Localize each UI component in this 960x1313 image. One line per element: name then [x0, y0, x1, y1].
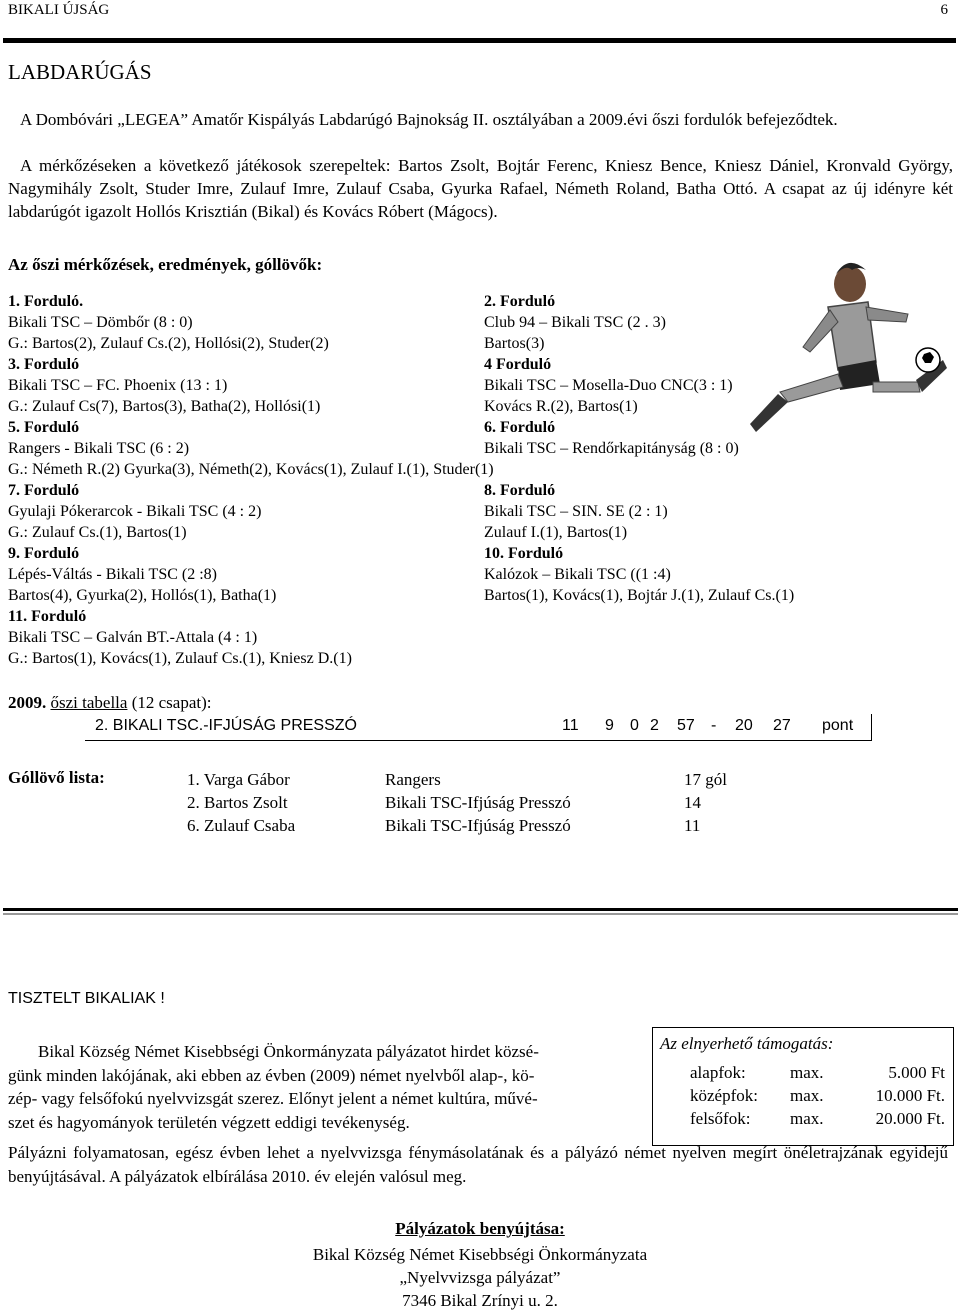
scorer-team: Bikali TSC-Ifjúság Presszó [385, 793, 571, 812]
footballer-illustration [748, 252, 948, 442]
round-match: Club 94 – Bikali TSC (2 . 3) [484, 314, 666, 331]
standings-goals-for: 57 [677, 717, 695, 734]
support-level: felsőfok: [690, 1109, 751, 1128]
table-heading-year: 2009. [8, 693, 47, 712]
round-match: Gyulaji Pókerarcok - Bikali TSC (4 : 2) [8, 503, 262, 520]
round-scorers: G.: Bartos(1), Kovács(1), Zulauf Cs.(1), Kniesz D.(1) [8, 650, 352, 667]
round-title: 10. Forduló [484, 545, 564, 562]
scorers-teams [385, 768, 571, 837]
support-max-label: max. [790, 1109, 824, 1128]
page-number: 6 [940, 2, 948, 18]
scorer-goals: 14 [684, 793, 701, 812]
support-amount: 5.000 Ft [888, 1063, 945, 1082]
notice-title: TISZTELT BIKALIAK ! [8, 990, 165, 1007]
support-level: alapfok: [690, 1063, 746, 1082]
round-title: 8. Forduló [484, 482, 556, 499]
round-scorers: G.: Zulauf Cs(7), Bartos(3), Batha(2), Hollósi(1) [8, 398, 321, 415]
round-scorers: Zulauf I.(1), Bartos(1) [484, 524, 628, 541]
round-match: Bikali TSC – FC. Phoenix (13 : 1) [8, 377, 228, 394]
round-scorers: G.: Németh R.(2) Gyurka(3), Németh(2), Kovács(1), Zulauf I.(1), Studer(1) [8, 461, 494, 478]
support-box [652, 1027, 954, 1146]
round-match: Lépés-Váltás - Bikali TSC (2 :8) [8, 566, 217, 583]
standings-drawn: 0 [630, 717, 639, 734]
round-title: 2. Forduló [484, 293, 556, 310]
publication-name: BIKALI ÚJSÁG [8, 2, 110, 18]
round-match: Rangers - Bikali TSC (6 : 2) [8, 440, 190, 457]
standings-won: 9 [605, 717, 614, 734]
support-amounts [876, 1061, 945, 1130]
support-max-label: max. [790, 1063, 824, 1082]
scorer-name: 6. Zulauf Csaba [187, 816, 296, 835]
scorers-label: Góllövő lista: [8, 768, 105, 787]
notice-line: zép- vagy felsőfokú nyelvvizsgát szerez. Előnyt jelent a német kultúra, művé- [8, 1089, 538, 1108]
standings-played: 11 [562, 717, 579, 734]
round-title: 5. Forduló [8, 419, 80, 436]
round-title: 6. Forduló [484, 419, 556, 436]
support-box-title: Az elnyerhető támogatás: [660, 1034, 834, 1053]
round-scorers: Bartos(4), Gyurka(2), Hollós(1), Batha(1) [8, 587, 277, 604]
support-max [790, 1061, 824, 1130]
support-amount: 20.000 Ft. [875, 1109, 945, 1128]
support-levels [690, 1061, 758, 1130]
table-heading-text: őszi tabella [50, 693, 128, 712]
round-title: 11. Forduló [8, 608, 87, 625]
notice-paragraph1 [8, 1040, 539, 1134]
standings-points: 27 [773, 717, 791, 734]
standings-dash: - [711, 717, 717, 734]
round-title: 3. Forduló [8, 356, 80, 373]
address-line: „Nyelvvizsga pályázat” [399, 1268, 561, 1287]
section-separator [3, 908, 958, 911]
standings-team: 2. BIKALI TSC.-IFJÚSÁG PRESSZÓ [95, 717, 357, 734]
notice-paragraph2: Pályázni folyamatosan, egész évben lehet a nyelvvizsga fénymásolatának és a pályázó német nyelven megírt önéletrajzának egyidejű benyújtásával. A pályázatok elbírálása 2010. év elején valósul meg. [8, 1143, 948, 1186]
scorer-team: Rangers [385, 770, 441, 789]
round-match: Bikali TSC – Rendőrkapitányság (8 : 0) [484, 440, 739, 457]
round-title: 1. Forduló. [8, 293, 84, 310]
round-match: Bikali TSC – Dömbőr (8 : 0) [8, 314, 193, 331]
round-scorers: Bartos(1), Kovács(1), Bojtár J.(1), Zulauf Cs.(1) [484, 587, 795, 604]
round-list-left [8, 291, 494, 669]
table-heading-count: (12 csapat): [131, 693, 212, 712]
intro-line2: A mérkőzéseken a következő játékosok szerepeltek: Bartos Zsolt, Bojtár Ferenc, Kniesz Bence, Kniesz Dániel, Kronvald György, Nagymihály Zsolt, Studer Imre, Zulauf Imre, Zulauf Csaba, Gyurka Rafael, Németh Roland, Batha Ottó. A csapat az új idényre két labdarúgót igazolt Hollós Krisztián (Bikal) és Kovács Róbert (Mágocs). [8, 156, 953, 221]
round-scorers [484, 459, 794, 480]
results-heading: Az őszi mérkőzések, eredmények, góllövők: [8, 255, 323, 274]
round-scorers: Bartos(3) [484, 335, 545, 352]
submission-title: Pályázatok benyújtása: [395, 1219, 565, 1238]
scorers-goals [684, 768, 727, 837]
scorer-team: Bikali TSC-Ifjúság Presszó [385, 816, 571, 835]
scorer-name: 1. Varga Gábor [187, 770, 290, 789]
standings-goals-against: 20 [735, 717, 753, 734]
standings-lost: 2 [650, 717, 659, 734]
round-scorers: G.: Zulauf Cs.(1), Bartos(1) [8, 524, 187, 541]
scorer-goals: 11 [684, 816, 701, 835]
round-scorers: Kovács R.(2), Bartos(1) [484, 398, 638, 415]
notice-line: günk minden lakójának, aki ebben az évben (2009) német nyelvből alap-, kö- [8, 1065, 535, 1085]
round-match: Bikali TSC – Galván BT.-Attala (4 : 1) [8, 629, 258, 646]
support-amount: 10.000 Ft. [875, 1086, 945, 1105]
round-title: 4 Forduló [484, 356, 552, 373]
notice-line: szet és hagyományok területén végzett eddigi tevékenység. [8, 1112, 410, 1132]
header-rule [3, 38, 956, 43]
address-line: 7346 Bikal Zrínyi u. 2. [402, 1291, 558, 1310]
round-match: Bikali TSC – Mosella-Duo CNC(3 : 1) [484, 377, 733, 394]
round-match: Kalózok – Bikali TSC ((1 :4) [484, 566, 671, 583]
round-title: 7. Forduló [8, 482, 80, 499]
scorers-names [187, 768, 295, 837]
round-scorers: G.: Bartos(2), Zulauf Cs.(2), Hollósi(2), Studer(2) [8, 335, 329, 352]
scorer-goals: 17 gól [684, 770, 727, 789]
standings-points-unit: pont [822, 717, 854, 734]
round-match: Bikali TSC – SIN. SE (2 : 1) [484, 503, 668, 520]
standings-row [85, 714, 872, 741]
table-heading [8, 693, 211, 713]
round-title: 9. Forduló [8, 545, 80, 562]
intro-line1: A Dombóvári „LEGEA” Amatőr Kispályás Labdarúgó Bajnokság II. osztályában a 2009.évi őszi fordulók befejeződtek. [20, 110, 838, 129]
scorer-name: 2. Bartos Zsolt [187, 793, 288, 812]
section-separator-shadow [3, 913, 958, 915]
support-max-label: max. [790, 1086, 824, 1105]
address-line: Bikal Község Német Kisebbségi Önkormányzata [312, 1245, 648, 1264]
section-title: LABDARÚGÁS [8, 60, 152, 84]
notice-line: Bikal Község Német Kisebbségi Önkormányzata pályázatot hirdet közsé- [38, 1042, 539, 1061]
support-level: középfok: [690, 1086, 758, 1105]
